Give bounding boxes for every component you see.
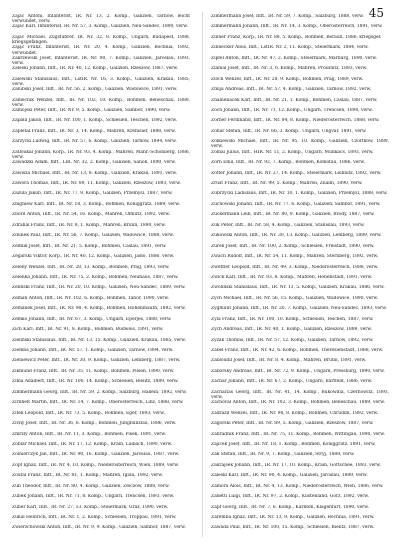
list-entry: Zwach Rudolf, Inft., IR. Nr. 54, 11. Komp., Mähren, Sternberg, 1892, verw.: [211, 254, 379, 260]
list-entry: Zabel Franz, Inft., IR. Nr. 42, 6. Komp., Böhmen, Theresienstadt, 1888, verw.: [211, 348, 384, 353]
list-entry: Zatloukal Johann, Korp., IR. Nr. 93, 4. Komp., Mähren, Mähr.-Schönberg, 1886, verw.: [12, 149, 190, 160]
list-entry: Zaleski Karl, Inft., IR. Nr. 90, 4. Komp., Galizien, Jaroslau, 1889, verw.: [211, 473, 368, 479]
list-entry: Zelenka Johann, Inft., IR. Nr. 75, 2. Komp., Böhmen, Neuhaus, 1887, verw.: [12, 274, 179, 280]
list-entry: Zajac Karl, Infanterist, IR. Nr. 57, 3. Komp., Galizien, Neu-Sandec, 1890, verw.: [12, 24, 188, 30]
list-entry: Zawada Paul, Inft., IR. Nr. 100, 15. Komp., Schlesien, Bielitz, 1887, verw.: [211, 525, 375, 531]
page-number: 45: [368, 6, 384, 20]
list-entry: Zwolinski Stanislaus, Inft., IR. Nr. 13, 5. Komp., Galizien, Krakau, 1886, verw.: [211, 285, 385, 291]
list-entry: Zarzycki Ludwig, Inft., IR. Nr. 57, 6. Komp., Galizien, Tarnów, 1894, verw.: [12, 139, 177, 145]
list-entry: Zrust Franz, Inft., IR. Nr. 99, 5. Komp., Mähren, Znaim, 1890, verw.: [211, 181, 363, 186]
list-entry: Zacharias Georg, Inft., IR. Nr. 41, 14. Komp., Bukowina, Czernowitz, 1893, verw.: [211, 389, 389, 400]
list-entry: Zaborsky Andreas, Inft., IR. Nr. 72, 9. Komp., Ungarn, Pressburg, 1890, verw.: [211, 368, 385, 374]
list-entry: Zaremba Ignaz, Inft., IR. Nr. 13, 9. Komp., Galizien, Bochnia, 1891, verw.: [211, 515, 375, 520]
list-entry: Zyzak Thomas, Inft., IR. Nr. 57, 12. Komp., Galizien, Tarnów, 1892, verw.: [211, 337, 374, 343]
list-entry: Zotter Johann, Inft., IR. Nr. 27, 14. Komp., Steiermark, Leibnitz, 1892, verw.: [211, 170, 382, 176]
list-entry: Zawora Thomas, Inft., IR. Nr. 89, 11. Komp., Galizien, Rzeszów, 1893, verw.: [12, 181, 181, 186]
list-entry: Znamenáček Karl, Inft., IR. Nr. 21, 1. Komp., Böhmen, Časlau, 1887, verw.: [211, 97, 378, 103]
list-entry: Zurek Josef, Inft., IR. Nr. 100, 2. Komp., Schlesien, Freistadt, 1890, verw.: [211, 243, 375, 249]
list-entry: Zörner Ferdinand, Inft., IR. Nr. 84, 8. Komp., Niederösterreich, 1888, verw.: [211, 118, 380, 124]
list-entry: Zimmermann Josef, Inft., IR. Nr. 59, 7. Komp., Salzburg, 1888, verw.: [211, 14, 364, 19]
left-column: [12, 14, 190, 536]
list-entry: Zygmunt Johann, Inft., IR. Nr. 20, 7. Komp., Galizien, Neu-Sandec, 1893, verw.: [211, 306, 387, 312]
list-entry: Zieliński Stanislaus, Inft., IR. Nr. 13, 15. Komp., Galizien, Krakau, 1885, verw.: [12, 337, 186, 343]
list-entry: Zbořil Anton, Inft., IR. Nr. 54, 16. Komp., Mähren, Olmütz, 1892, verw.: [12, 212, 171, 218]
list-entry: Zub Theodor, Inft., IR. Nr. 80, 4. Komp., Galizien, Złoczów, 1888, verw.: [12, 483, 170, 489]
list-entry: Zieniewicz Peter, Inft., IR. Nr. 30, 9. Komp., Galizien, Lemberg, 1887, verw.: [12, 358, 181, 364]
list-entry: Zachoval Anton, Inft., IR. Nr. 102, 3. Komp., Böhmen, Beneschau, 1889, verw.: [211, 400, 385, 406]
list-entry: Zych Andreas, Inft., IR. Nr. 40, 1. Komp., Galizien, Rzeszów, 1889, verw.: [211, 327, 372, 333]
list-entry: Zak Stefan, Inft., IR. Nr. 9, 7. Komp., Galizien, Stryj, 1888, verw.: [211, 452, 355, 458]
list-entry: Zoufal Franz, Inft., IR. Nr. 81, 1. Komp., Mähren, Iglau, 1892, verw.: [12, 473, 163, 479]
list-entry: Zamecnik Wenzel, Inft., IR. Nr. 102, 10. Komp., Böhmen, Beneschau, 1889, verw.: [12, 97, 190, 108]
list-entry: Zalewski Stanislaus, Inft., LstIR. Nr. 16, 3. Komp., Galizien, Krakau, 1885, verw.: [12, 76, 190, 87]
list-entry: Zivný Josef, Inft., IR. Nr. 36, 6. Komp., Böhmen, Jungbunzlau, 1886, verw.: [12, 421, 177, 427]
list-entry: Zawadzki Adam, Inft., LIR. Nr. 32, 2. Komp., Galizien, Sanok, 1890, verw.: [12, 160, 176, 166]
list-entry: Zeleny Wenzel, Inft., IR. Nr. 28, 13. Komp., Böhmen, Prag, 1893, verw.: [12, 264, 170, 270]
list-entry: Zinner Franz, Korp., IR. Nr. 88, 5. Komp., Böhmen, Beraun, 1886, kriegsgef.: [211, 34, 382, 40]
list-entry: Zmija Andreas, Inft., IR. Nr. 57, 4. Komp., Galizien, Tarnów, 1892, verw.: [211, 87, 372, 93]
list-entry: Zych Michael, Inft., IR. Nr. 56, 15. Komp., Galizien, Wadowice, 1890, verw.: [211, 295, 379, 301]
list-entry: Zirnhelt Martin, Inft., IR. Nr. 14, 7. Komp., Oberösterreich, Linz, 1888, verw.: [12, 400, 184, 406]
list-entry: Zukowski Anton, Inft., IR. Nr. 30, 13. Komp., Galizien, Lemberg, 1889, verw.: [211, 233, 382, 239]
list-entry: Zachar Johann, Inft., IR. Nr. 67, 2. Komp., Ungarn, Bartfeld, 1886, verw.: [211, 379, 373, 385]
list-entry: Zinnecker Alois, Inft., LstIR. Nr. 2, 11. Komp., Steiermark, 1884, verw.: [211, 45, 369, 51]
list-entry: Zahradnik Franz, Inft., IR. Nr. 75, 11. Komp., Böhmen, Wittingau, 1890, verw.: [211, 431, 385, 437]
list-entry: Zapf Georg, Inft., IR. Nr. 7, 6. Komp., Kärnten, Klagenfurt, 1890, verw.: [211, 504, 369, 510]
list-entry: Zikmund Franz, Inft., IR. Nr. 35, 11. Komp., Böhmen, Pilsen, 1890, verw.: [12, 368, 175, 374]
list-entry: Zich Karl, Inft., IR. Nr. 91, 8. Komp., Böhmen, Budweis, 1891, verw.: [12, 327, 164, 333]
list-entry: Zdunek Paul, Inft., IR. Nr. 56, 7. Komp., Galizien, Wadowice, 1888, verw.: [12, 233, 174, 239]
list-entry: Zelinski Franz, Inft., IR. Nr. 20, 10. Komp., Galizien, Neu-Sandec, 1889, verw.: [12, 285, 186, 291]
list-entry: Zajac Michael, Zugsführer, IR. Nr. 32, 8. Komp., Ungarn, Budapest, 1888, kriegsgefangen.: [12, 34, 190, 46]
list-entry: Zakrajsek Johann, Inft., IR. Nr. 17, 10. Komp., Krain, Gottschee, 1893, verw.: [211, 462, 381, 468]
list-entry: Zazula Jakob, Inft., IR. Nr. 77, 9. Komp., Galizien, Przemyśl, 1887, verw.: [12, 191, 173, 197]
right-column: [211, 14, 389, 536]
list-entry: Zwettler Leopold, Inft., IR. Nr. 49, 3. Komp., Niederösterreich, 1888, verw.: [211, 264, 379, 270]
list-entry: Zanetti Luigi, Inft., IR. Nr. 97, 2. Komp., Küstenland, Görz, 1892, verw.: [211, 494, 370, 500]
list-entry: Zolnai Julius, Inft., HIR. Nr. 11, 2. Komp., Ungarn, Munkács, 1893, verw.: [211, 149, 374, 155]
list-entry: Zohar Stefan, Inft., IR. Nr. 66, 3. Komp., Ungarn, Ungvár, 1891, verw.: [211, 128, 367, 134]
list-entry: Zopf Ignaz, Inft., IR. Nr. 4, 10. Komp., Niederösterreich, Wien, 1889, verw.: [12, 462, 179, 468]
list-entry: Zakrzewski Josef, Infanterist, IR. Nr. 90, 7. Komp., Galizien, Jaroslau, 1893, verw.: [12, 55, 190, 66]
list-entry: Zapletal Franz, Inft., IR. Nr. 3, 14. Komp., Mähren, Kremsier, 1888, verw.: [12, 128, 176, 134]
list-entry: Zajac Antoni, Infanterist, IR. Nr. 13, 2. Komp., Galizien, Tarnów, leicht verwundet, verw.: [12, 14, 190, 25]
list-entry: Zamora Alois, Inft., IR. Nr. 4, 13. Komp., Niederösterreich, Wien, 1886, verw.: [211, 483, 384, 489]
list-entry: Zegarski Viktor, Korp., IR. Nr. 40, 12. Komp., Galizien, Jasło, 1886, verw.: [12, 254, 174, 260]
list-entry: Zedník Josef, Inft., IR. Nr. 21, 5. Komp., Böhmen, Časlau, 1891, verw.: [12, 243, 167, 249]
list-entry: Zuchowski Johann, Inft., IR. Nr. 77, 6. Komp., Galizien, Sambor, 1891, verw.: [211, 201, 381, 207]
list-entry: Zlámal Josef, Inft., IR. Nr. 3, 6. Komp., Mähren, Prossnitz, 1893, verw.: [211, 66, 368, 72]
list-entry: Zbigniew Karl, Inft., IR. Nr. 18, 3. Komp., Böhmen, Königgrätz, 1889, verw.: [12, 201, 180, 207]
list-entry: Zemánek Josef, Inft., IR. Nr. 98, 4. Komp., Böhmen, Hohenmauth, 1892, verw.: [12, 306, 186, 312]
list-entry: Zubek Johann, Inft., IR. Nr. 71, 8. Komp., Ungarn, Trencsén, 1893, verw.: [12, 494, 175, 500]
list-entry: Zalubski Josef, Inft., IR. Nr. 56, 2. Komp., Galizien, Wadowice, 1891, verw.: [12, 87, 178, 93]
list-entry: Zwick Karl, Inft., IR. Nr. 93, 8. Komp., Mähren, Hohenstadt, 1891, verw.: [211, 274, 373, 280]
list-entry: Zamojski Peter, Inft., IR. Nr. 9, 5. Komp., Galizien, Sambor, 1890, verw.: [12, 107, 171, 113]
list-entry: Zuk Peter, Inft., IR. Nr. 58, 4. Komp., Galizien, Stanislau, 1893, verw.: [211, 222, 365, 228]
list-entry: Zeman Anton, Inft., IR. Nr. 102, 6. Komp., Böhmen, Tabor, 1890, verw.: [12, 295, 169, 301]
list-entry: Zadrazil Wenzel, Inft., IR. Nr. 98, 8. Komp., Böhmen, Chrudim, 1892, verw.: [211, 410, 379, 416]
list-entry: Zipfel Anton, Inft., IR. Nr. 47, 2. Komp., Steiermark, Marburg, 1890, verw.: [211, 55, 377, 61]
list-entry: Zolnierczyk Jan, Inft., IR. Nr. 90, 16. Komp., Galizien, Jaroslau, 1887, verw.: [12, 452, 180, 458]
list-entry: Zimmermann Johann, Inft., IR. Nr. 14, 3. Komp., Oberösterreich, 1891, verw.: [211, 24, 383, 30]
list-entry: Zorn Emil, Inft., IR. Nr. 92, 7. Komp., Böhmen, Komotau, 1886, verw.: [211, 160, 366, 166]
list-entry: Zitek Leopold, Inft., IR. Nr. 73, 5. Komp., Böhmen, Eger, 1893, verw.: [12, 410, 165, 416]
list-entry: Zimmermann Georg, Inft., IR. Nr. 59, 2. Komp., Salzburg, Hallein, 1892, verw.: [12, 389, 187, 395]
list-entry: Zyla Franz, Inft., IR. Nr. 100, 10. Komp., Schlesien, Teschen, 1887, verw.: [211, 316, 374, 322]
list-entry: Zagórski Peter, Inft., IR. Nr. 89, 5. Komp., Galizien, Rzeszów, 1887, verw.: [211, 421, 374, 427]
list-entry: Zwierzchowski Anton, Inft., IR. Nr. 9, 9. Komp., Galizien, Sambor, 1887, verw.: [12, 525, 186, 531]
column-divider: [202, 12, 203, 537]
list-entry: Zajíček Josef, Inft., IR. Nr. 18, 1. Komp., Böhmen, Königgrätz, 1891, verw.: [211, 441, 376, 447]
list-entry: Zubrzycki Ladislaus, Inft., IR. Nr. 10, 1. Komp., Galizien, Przemyśl, 1888, verw.: [211, 191, 388, 197]
list-entry: Zoch Johann, Inft., IR. Nr. 71, 12. Komp., Ungarn, Trencsén, 1890, verw.: [211, 107, 373, 113]
list-entry: Zolkiewski Michael, Inft., IR. Nr. 95, 10. Komp., Galizien, Czortków, 1889, verw.: [211, 139, 389, 150]
list-entry: Zawisza Michael, Inft., IR. Nr. 13, 8. Komp., Galizien, Krakau, 1891, verw.: [12, 170, 178, 176]
list-entry: Zdráhal Franz, Inft., IR. Nr. 8, 1. Komp., Mähren, Brünn, 1890, verw.: [12, 222, 166, 228]
list-entry: Zima Adalbert, Inft., IR. Nr. 100, 14. Komp., Schlesien, Bielitz, 1889, verw.: [12, 379, 179, 385]
list-entry: Zapała Jakob, Inft., IR. Nr. 100, 1. Komp., Schlesien, Teschen, 1892, verw.: [12, 118, 178, 124]
list-entry: Zabloudil Josef, Inft., IR. Nr. 8, 4. Komp., Mähren, Brünn, 1891, verw.: [211, 358, 367, 364]
list-entry: Zloch Wenzel, Inft., IR. Nr. 28, 9. Komp., Böhmen, Prag, 1889, verw.: [211, 76, 364, 82]
list-entry: Zmrzlý Anton, Inft., IR. Nr. 11, 3. Komp., Böhmen, Pisek, 1891, verw.: [12, 431, 166, 437]
list-entry: Zukal Heinrich, Inft., IR. Nr. 1, 2. Komp., Schlesien, Troppau, 1891, verw.: [12, 515, 177, 520]
list-entry: Zaleski Johann, Inft., IR. Nr. 40, 12. Komp., Galizien, Rzeszów, 1887, verw.: [12, 66, 179, 72]
list-entry: Zuckermann Leib, Inft., IR. Nr. 80, 9. Komp., Galizien, Brody, 1887, verw.: [211, 212, 375, 218]
list-entry: Ziemba Johann, Inft., IR. Nr. 57, 1. Komp., Galizien, Tarnów, 1894, verw.: [12, 348, 174, 353]
list-entry: Zuber Karl, Inft., IR. Nr. 27, 13. Komp., Steiermark, Graz, 1890, verw.: [12, 504, 169, 510]
list-entry: Zoblar Michael, Inft., IR. Nr. 17, 12. Komp., Krain, Laibach, 1890, verw.: [12, 441, 173, 447]
list-entry: Zemko Johann, Inft., IR. Nr. 67, 3. Komp., Ungarn, Eperjes, 1888, verw.: [12, 316, 172, 322]
list-entry: Zając Franz, Infanterist, IR. Nr. 20, 4. Komp., Galizien, Bochnia, 1892, verwundet.: [12, 45, 190, 56]
